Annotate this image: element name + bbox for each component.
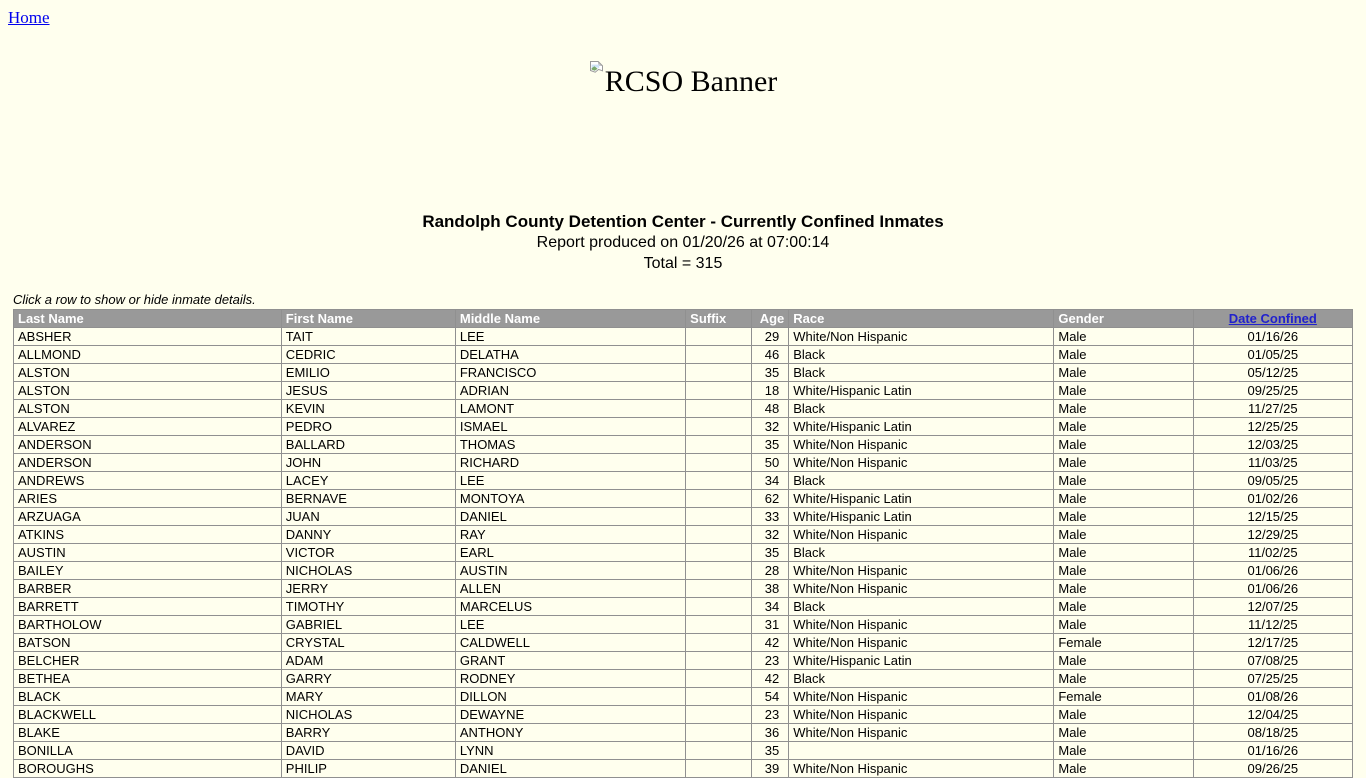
- cell-last[interactable]: BLACKWELL: [14, 706, 282, 724]
- cell-suffix[interactable]: [686, 490, 752, 508]
- cell-age[interactable]: 39: [751, 760, 788, 778]
- cell-first[interactable]: BALLARD: [281, 436, 455, 454]
- cell-last[interactable]: ANDREWS: [14, 472, 282, 490]
- cell-race[interactable]: Black: [789, 346, 1054, 364]
- table-row[interactable]: [14, 472, 1353, 490]
- cell-first[interactable]: NICHOLAS: [281, 562, 455, 580]
- cell-suffix[interactable]: [686, 652, 752, 670]
- cell-last[interactable]: AUSTIN: [14, 544, 282, 562]
- cell-first[interactable]: PHILIP: [281, 760, 455, 778]
- cell-suffix[interactable]: [686, 364, 752, 382]
- column-header-age: Age: [751, 310, 788, 328]
- cell-age[interactable]: 35: [751, 544, 788, 562]
- table-row[interactable]: [14, 382, 1353, 400]
- column-header-last-name: Last Name: [14, 310, 282, 328]
- cell-race[interactable]: Black: [789, 400, 1054, 418]
- cell-first[interactable]: PEDRO: [281, 418, 455, 436]
- cell-date[interactable]: 12/03/25: [1193, 436, 1352, 454]
- cell-gender[interactable]: Male: [1054, 526, 1193, 544]
- cell-last[interactable]: ABSHER: [14, 328, 282, 346]
- cell-date[interactable]: 07/25/25: [1193, 670, 1352, 688]
- cell-gender[interactable]: Male: [1054, 418, 1193, 436]
- cell-suffix[interactable]: [686, 598, 752, 616]
- cell-first[interactable]: JOHN: [281, 454, 455, 472]
- cell-last[interactable]: ANDERSON: [14, 454, 282, 472]
- inmates-table: [13, 309, 1353, 778]
- cell-first[interactable]: BARRY: [281, 724, 455, 742]
- cell-suffix[interactable]: [686, 526, 752, 544]
- cell-age[interactable]: 36: [751, 724, 788, 742]
- cell-age[interactable]: 23: [751, 652, 788, 670]
- table-row[interactable]: [14, 562, 1353, 580]
- table-row[interactable]: [14, 400, 1353, 418]
- cell-age[interactable]: 34: [751, 472, 788, 490]
- table-row[interactable]: [14, 580, 1353, 598]
- cell-middle[interactable]: MONTOYA: [455, 490, 685, 508]
- cell-last[interactable]: BARTHOLOW: [14, 616, 282, 634]
- cell-race[interactable]: White/Non Hispanic: [789, 454, 1054, 472]
- column-header-date-confined: [1193, 310, 1352, 328]
- cell-first[interactable]: TIMOTHY: [281, 598, 455, 616]
- cell-last[interactable]: ALSTON: [14, 400, 282, 418]
- cell-race[interactable]: White/Hispanic Latin: [789, 418, 1054, 436]
- cell-middle[interactable]: LEE: [455, 472, 685, 490]
- table-row[interactable]: [14, 454, 1353, 472]
- cell-race[interactable]: Black: [789, 364, 1054, 382]
- cell-middle[interactable]: RAY: [455, 526, 685, 544]
- cell-race[interactable]: Black: [789, 544, 1054, 562]
- cell-gender[interactable]: Male: [1054, 562, 1193, 580]
- report-produced-line: Report produced on 01/20/26 at 07:00:14: [536, 234, 830, 251]
- cell-first[interactable]: GABRIEL: [281, 616, 455, 634]
- cell-suffix[interactable]: [686, 634, 752, 652]
- cell-middle[interactable]: THOMAS: [455, 436, 685, 454]
- column-header-middle-name: Middle Name: [455, 310, 685, 328]
- report-title: Randolph County Detention Center - Currently Confined Inmates: [422, 212, 944, 231]
- cell-race[interactable]: White/Non Hispanic: [789, 706, 1054, 724]
- cell-date[interactable]: 01/06/26: [1193, 562, 1352, 580]
- cell-age[interactable]: 29: [751, 328, 788, 346]
- cell-middle[interactable]: LAMONT: [455, 400, 685, 418]
- table-row[interactable]: [14, 346, 1353, 364]
- cell-age[interactable]: 34: [751, 598, 788, 616]
- cell-suffix[interactable]: [686, 562, 752, 580]
- cell-middle[interactable]: DELATHA: [455, 346, 685, 364]
- cell-gender[interactable]: Male: [1054, 616, 1193, 634]
- cell-middle[interactable]: DANIEL: [455, 508, 685, 526]
- table-row[interactable]: [14, 652, 1353, 670]
- table-row[interactable]: [14, 706, 1353, 724]
- cell-suffix[interactable]: [686, 760, 752, 778]
- cell-first[interactable]: DANNY: [281, 526, 455, 544]
- cell-race[interactable]: White/Non Hispanic: [789, 724, 1054, 742]
- cell-middle[interactable]: DEWAYNE: [455, 706, 685, 724]
- cell-middle[interactable]: RODNEY: [455, 670, 685, 688]
- cell-age[interactable]: 35: [751, 742, 788, 760]
- cell-age[interactable]: 35: [751, 364, 788, 382]
- cell-last[interactable]: ARIES: [14, 490, 282, 508]
- cell-race[interactable]: White/Non Hispanic: [789, 328, 1054, 346]
- table-row[interactable]: [14, 760, 1353, 778]
- cell-first[interactable]: JERRY: [281, 580, 455, 598]
- table-section: [13, 292, 1353, 778]
- cell-first[interactable]: JESUS: [281, 382, 455, 400]
- table-header-row: [14, 310, 1353, 328]
- cell-race[interactable]: White/Non Hispanic: [789, 688, 1054, 706]
- cell-suffix[interactable]: [686, 382, 752, 400]
- cell-first[interactable]: ADAM: [281, 652, 455, 670]
- cell-suffix[interactable]: [686, 706, 752, 724]
- cell-middle[interactable]: ALLEN: [455, 580, 685, 598]
- cell-date[interactable]: 11/27/25: [1193, 400, 1352, 418]
- cell-gender[interactable]: Male: [1054, 580, 1193, 598]
- cell-suffix[interactable]: [686, 436, 752, 454]
- cell-suffix[interactable]: [686, 688, 752, 706]
- cell-last[interactable]: ALLMOND: [14, 346, 282, 364]
- cell-gender[interactable]: Male: [1054, 724, 1193, 742]
- cell-age[interactable]: 42: [751, 634, 788, 652]
- cell-suffix[interactable]: [686, 544, 752, 562]
- cell-date[interactable]: 12/25/25: [1193, 418, 1352, 436]
- cell-middle[interactable]: MARCELUS: [455, 598, 685, 616]
- cell-age[interactable]: 42: [751, 670, 788, 688]
- cell-first[interactable]: LACEY: [281, 472, 455, 490]
- cell-race[interactable]: Black: [789, 472, 1054, 490]
- cell-gender[interactable]: Male: [1054, 436, 1193, 454]
- table-row[interactable]: [14, 418, 1353, 436]
- cell-date[interactable]: 12/17/25: [1193, 634, 1352, 652]
- cell-last[interactable]: BLAKE: [14, 724, 282, 742]
- cell-gender[interactable]: Male: [1054, 346, 1193, 364]
- home-link[interactable]: Home: [8, 8, 50, 27]
- cell-gender[interactable]: Male: [1054, 400, 1193, 418]
- cell-race[interactable]: White/Non Hispanic: [789, 562, 1054, 580]
- cell-gender[interactable]: Male: [1054, 472, 1193, 490]
- cell-suffix[interactable]: [686, 454, 752, 472]
- cell-first[interactable]: DAVID: [281, 742, 455, 760]
- table-row[interactable]: [14, 670, 1353, 688]
- banner: [8, 60, 1358, 99]
- cell-first[interactable]: JUAN: [281, 508, 455, 526]
- banner-alt-text: RCSO Banner: [604, 65, 778, 98]
- cell-race[interactable]: White/Non Hispanic: [789, 616, 1054, 634]
- cell-suffix[interactable]: [686, 418, 752, 436]
- table-row[interactable]: [14, 364, 1353, 382]
- cell-gender[interactable]: Male: [1054, 760, 1193, 778]
- cell-gender[interactable]: Male: [1054, 544, 1193, 562]
- cell-suffix[interactable]: [686, 670, 752, 688]
- cell-age[interactable]: 32: [751, 418, 788, 436]
- table-row[interactable]: [14, 544, 1353, 562]
- cell-date[interactable]: 09/05/25: [1193, 472, 1352, 490]
- cell-date[interactable]: 12/07/25: [1193, 598, 1352, 616]
- cell-gender[interactable]: Male: [1054, 508, 1193, 526]
- cell-age[interactable]: 50: [751, 454, 788, 472]
- cell-middle[interactable]: DANIEL: [455, 760, 685, 778]
- cell-gender[interactable]: Male: [1054, 742, 1193, 760]
- cell-age[interactable]: 54: [751, 688, 788, 706]
- cell-date[interactable]: 05/12/25: [1193, 364, 1352, 382]
- cell-suffix[interactable]: [686, 616, 752, 634]
- cell-middle[interactable]: RICHARD: [455, 454, 685, 472]
- cell-first[interactable]: EMILIO: [281, 364, 455, 382]
- cell-last[interactable]: BLACK: [14, 688, 282, 706]
- table-row[interactable]: [14, 634, 1353, 652]
- cell-date[interactable]: 08/18/25: [1193, 724, 1352, 742]
- cell-first[interactable]: TAIT: [281, 328, 455, 346]
- cell-date[interactable]: 09/26/25: [1193, 760, 1352, 778]
- cell-middle[interactable]: GRANT: [455, 652, 685, 670]
- cell-date[interactable]: 11/12/25: [1193, 616, 1352, 634]
- table-row[interactable]: [14, 598, 1353, 616]
- cell-last[interactable]: ARZUAGA: [14, 508, 282, 526]
- cell-date[interactable]: 11/03/25: [1193, 454, 1352, 472]
- cell-race[interactable]: White/Hispanic Latin: [789, 490, 1054, 508]
- cell-last[interactable]: BOROUGHS: [14, 760, 282, 778]
- cell-date[interactable]: 11/02/25: [1193, 544, 1352, 562]
- cell-suffix[interactable]: [686, 724, 752, 742]
- cell-suffix[interactable]: [686, 472, 752, 490]
- broken-image-icon: [589, 60, 604, 82]
- report-total-line: Total = 315: [643, 255, 723, 272]
- cell-race[interactable]: White/Non Hispanic: [789, 436, 1054, 454]
- cell-race[interactable]: White/Hispanic Latin: [789, 382, 1054, 400]
- cell-age[interactable]: 48: [751, 400, 788, 418]
- cell-middle[interactable]: ANTHONY: [455, 724, 685, 742]
- table-row[interactable]: [14, 688, 1353, 706]
- cell-age[interactable]: 33: [751, 508, 788, 526]
- cell-age[interactable]: 31: [751, 616, 788, 634]
- cell-last[interactable]: BAILEY: [14, 562, 282, 580]
- cell-suffix[interactable]: [686, 400, 752, 418]
- cell-last[interactable]: ALVAREZ: [14, 418, 282, 436]
- cell-gender[interactable]: Male: [1054, 328, 1193, 346]
- cell-age[interactable]: 28: [751, 562, 788, 580]
- cell-date[interactable]: 01/16/26: [1193, 742, 1352, 760]
- cell-last[interactable]: ANDERSON: [14, 436, 282, 454]
- cell-last[interactable]: BONILLA: [14, 742, 282, 760]
- table-row[interactable]: [14, 508, 1353, 526]
- cell-age[interactable]: 32: [751, 526, 788, 544]
- cell-middle[interactable]: AUSTIN: [455, 562, 685, 580]
- cell-gender[interactable]: Male: [1054, 382, 1193, 400]
- cell-date[interactable]: 07/08/25: [1193, 652, 1352, 670]
- cell-age[interactable]: 62: [751, 490, 788, 508]
- table-row[interactable]: [14, 490, 1353, 508]
- cell-first[interactable]: CEDRIC: [281, 346, 455, 364]
- cell-race[interactable]: [789, 742, 1054, 760]
- table-row[interactable]: [14, 616, 1353, 634]
- cell-date[interactable]: 12/15/25: [1193, 508, 1352, 526]
- cell-last[interactable]: BELCHER: [14, 652, 282, 670]
- cell-race[interactable]: White/Hispanic Latin: [789, 508, 1054, 526]
- cell-first[interactable]: BERNAVE: [281, 490, 455, 508]
- cell-date[interactable]: 01/02/26: [1193, 490, 1352, 508]
- cell-last[interactable]: ALSTON: [14, 382, 282, 400]
- date-confined-sort-link[interactable]: Date Confined: [1228, 311, 1317, 326]
- cell-age[interactable]: 23: [751, 706, 788, 724]
- cell-race[interactable]: Black: [789, 598, 1054, 616]
- table-row[interactable]: [14, 436, 1353, 454]
- cell-gender[interactable]: Male: [1054, 706, 1193, 724]
- cell-suffix[interactable]: [686, 508, 752, 526]
- cell-middle[interactable]: ADRIAN: [455, 382, 685, 400]
- cell-middle[interactable]: DILLON: [455, 688, 685, 706]
- cell-race[interactable]: White/Hispanic Latin: [789, 652, 1054, 670]
- cell-last[interactable]: ALSTON: [14, 364, 282, 382]
- cell-date[interactable]: 09/25/25: [1193, 382, 1352, 400]
- cell-gender[interactable]: Male: [1054, 454, 1193, 472]
- cell-first[interactable]: NICHOLAS: [281, 706, 455, 724]
- table-row[interactable]: [14, 328, 1353, 346]
- cell-middle[interactable]: ISMAEL: [455, 418, 685, 436]
- cell-first[interactable]: MARY: [281, 688, 455, 706]
- cell-suffix[interactable]: [686, 742, 752, 760]
- cell-middle[interactable]: LEE: [455, 328, 685, 346]
- cell-gender[interactable]: Male: [1054, 652, 1193, 670]
- table-row[interactable]: [14, 742, 1353, 760]
- cell-first[interactable]: GARRY: [281, 670, 455, 688]
- cell-age[interactable]: 18: [751, 382, 788, 400]
- cell-suffix[interactable]: [686, 580, 752, 598]
- cell-race[interactable]: White/Non Hispanic: [789, 526, 1054, 544]
- table-row[interactable]: [14, 724, 1353, 742]
- cell-middle[interactable]: EARL: [455, 544, 685, 562]
- cell-date[interactable]: 12/04/25: [1193, 706, 1352, 724]
- cell-last[interactable]: BATSON: [14, 634, 282, 652]
- cell-date[interactable]: 01/06/26: [1193, 580, 1352, 598]
- cell-date[interactable]: 12/29/25: [1193, 526, 1352, 544]
- cell-race[interactable]: White/Non Hispanic: [789, 580, 1054, 598]
- cell-age[interactable]: 46: [751, 346, 788, 364]
- cell-race[interactable]: White/Non Hispanic: [789, 760, 1054, 778]
- cell-middle[interactable]: LYNN: [455, 742, 685, 760]
- cell-age[interactable]: 35: [751, 436, 788, 454]
- cell-middle[interactable]: LEE: [455, 616, 685, 634]
- cell-gender[interactable]: Male: [1054, 490, 1193, 508]
- cell-suffix[interactable]: [686, 328, 752, 346]
- cell-last[interactable]: BETHEA: [14, 670, 282, 688]
- cell-gender[interactable]: Male: [1054, 670, 1193, 688]
- cell-gender[interactable]: Female: [1054, 634, 1193, 652]
- cell-date[interactable]: 01/05/25: [1193, 346, 1352, 364]
- cell-suffix[interactable]: [686, 346, 752, 364]
- cell-age[interactable]: 38: [751, 580, 788, 598]
- cell-last[interactable]: ATKINS: [14, 526, 282, 544]
- cell-last[interactable]: BARBER: [14, 580, 282, 598]
- column-header-race: Race: [789, 310, 1054, 328]
- cell-first[interactable]: KEVIN: [281, 400, 455, 418]
- report-header: [8, 211, 1358, 274]
- column-header-gender: Gender: [1054, 310, 1193, 328]
- column-header-first-name: First Name: [281, 310, 455, 328]
- cell-race[interactable]: White/Non Hispanic: [789, 634, 1054, 652]
- cell-middle[interactable]: CALDWELL: [455, 634, 685, 652]
- cell-gender[interactable]: Male: [1054, 364, 1193, 382]
- cell-race[interactable]: Black: [789, 670, 1054, 688]
- cell-first[interactable]: CRYSTAL: [281, 634, 455, 652]
- cell-date[interactable]: 01/16/26: [1193, 328, 1352, 346]
- cell-first[interactable]: VICTOR: [281, 544, 455, 562]
- cell-middle[interactable]: FRANCISCO: [455, 364, 685, 382]
- cell-last[interactable]: BARRETT: [14, 598, 282, 616]
- column-header-suffix: Suffix: [686, 310, 752, 328]
- cell-gender[interactable]: Male: [1054, 598, 1193, 616]
- cell-gender[interactable]: Female: [1054, 688, 1193, 706]
- table-row[interactable]: [14, 526, 1353, 544]
- cell-date[interactable]: 01/08/26: [1193, 688, 1352, 706]
- instruction-text: Click a row to show or hide inmate details.: [13, 292, 256, 307]
